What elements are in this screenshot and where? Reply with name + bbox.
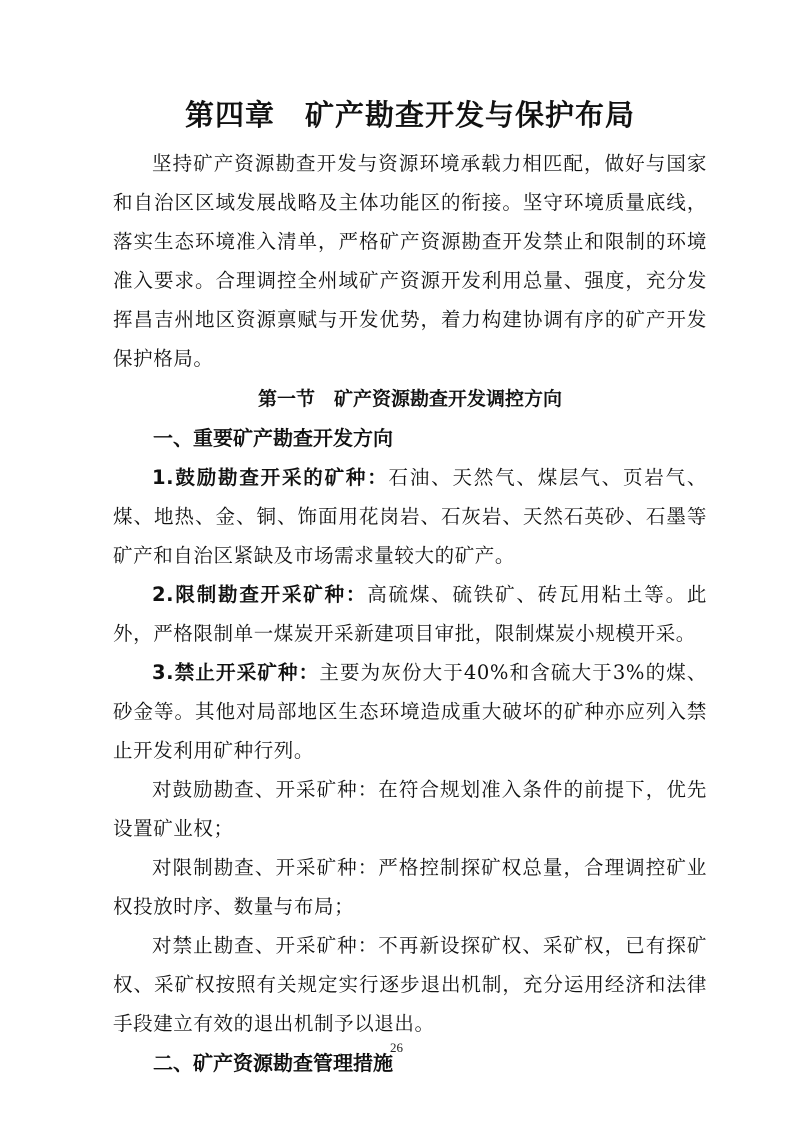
chapter-title: 第四章 矿产勘查开发与保护布局 — [184, 98, 635, 132]
encouraged-minerals-label: 1.鼓励勘查开采的矿种： — [152, 466, 389, 489]
restricted-minerals-label: 2.限制勘查开采矿种： — [152, 583, 368, 606]
page-content — [113, 92, 707, 1083]
encouraged-minerals-paragraph — [113, 458, 707, 575]
page-number: 26 — [390, 1040, 403, 1055]
prohibited-minerals-paragraph — [113, 653, 707, 770]
prohibited-minerals-text: 主要为灰份大于40%和含硫大于3%的煤、砂金等。其他对局部地区生态环境造成重大破坏的矿种亦应列入禁止开发利用矿种行列。 — [113, 661, 707, 762]
restricted-policy-paragraph: 对限制勘查、开采矿种：严格控制探矿权总量，合理调控矿业权投放时序、数量与布局； — [113, 856, 707, 918]
restricted-minerals-text: 高硫煤、硫铁矿、砖瓦用粘土等。此外，严格限制单一煤炭开采新建项目审批，限制煤炭小规模开采。 — [113, 583, 707, 645]
prohibited-minerals-label: 3.禁止开采矿种： — [152, 661, 320, 684]
part2-heading: 二、矿产资源勘查管理措施 — [153, 1051, 393, 1075]
section-title: 第一节 矿产资源勘查开发调控方向 — [257, 388, 562, 410]
restricted-minerals-paragraph — [113, 575, 707, 653]
encouraged-minerals-text: 石油、天然气、煤层气、页岩气、煤、地热、金、铜、饰面用花岗岩、石灰岩、天然石英砂、石墨等矿产和自治区紧缺及市场需求量较大的矿产。 — [113, 466, 707, 567]
chapter-intro-paragraph: 坚持矿产资源勘查开发与资源环境承载力相匹配，做好与国家和自治区区域发展战略及主体功能区的衔接。坚守环境质量底线，落实生态环境准入清单，严格矿产资源勘查开发禁止和限制的环境准入要求。合理调控全州域矿产资源开发利用总量、强度，充分发挥昌吉州地区资源禀赋与开发优势，着力构建协调有序的矿产开发保护格局。 — [113, 152, 707, 370]
encouraged-policy-paragraph: 对鼓励勘查、开采矿种：在符合规划准入条件的前提下，优先设置矿业权； — [113, 778, 707, 840]
prohibited-policy-paragraph: 对禁止勘查、开采矿种：不再新设探矿权、采矿权，已有探矿权、采矿权按照有关规定实行逐步退出机制，充分运用经济和法律手段建立有效的退出机制予以退出。 — [113, 934, 707, 1035]
part1-heading: 一、重要矿产勘查开发方向 — [153, 426, 393, 450]
